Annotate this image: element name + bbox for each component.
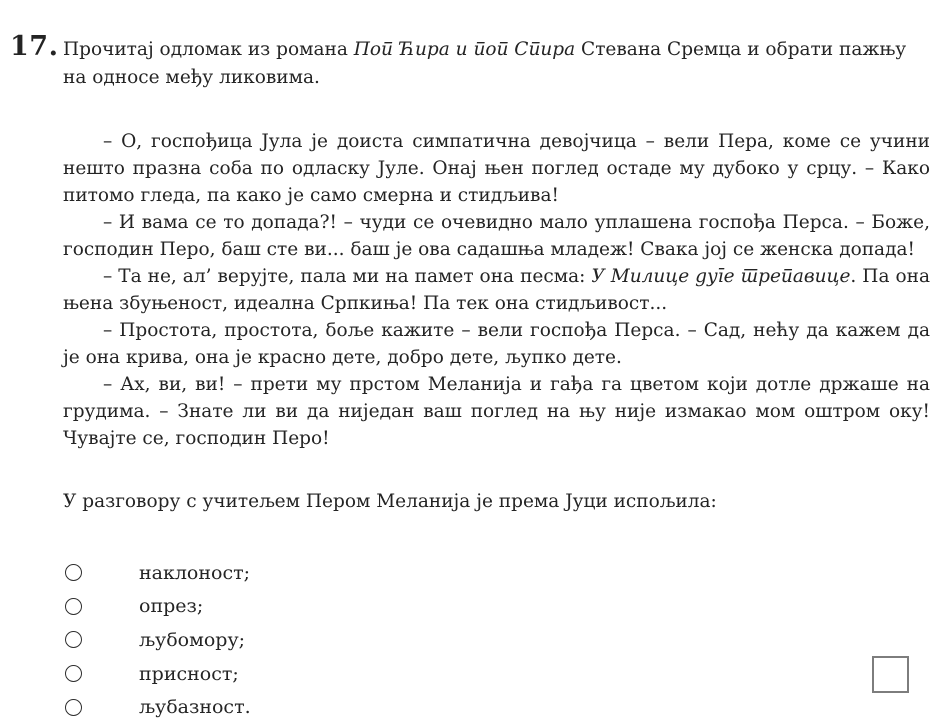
passage-paragraph [63, 128, 930, 209]
text-segment: – И вама се то допада?! – чуди се очевидно мало уплашена госпођа Перса. – Боже, господин Перо, баш сте ви... баш је ова садашња младеж! Свака јој се женска допада! [63, 212, 930, 260]
answer-option[interactable] [63, 623, 930, 657]
italic-text: У Милице дуге трепавице [591, 266, 851, 287]
passage-paragraph [63, 209, 930, 263]
option-label: опрез; [139, 595, 204, 618]
answer-option[interactable] [63, 690, 930, 724]
option-label: наклоност; [139, 561, 251, 584]
radio-button-icon[interactable] [65, 631, 82, 648]
radio-button-icon[interactable] [65, 598, 82, 615]
radio-button-icon[interactable] [65, 564, 82, 581]
score-box [872, 656, 909, 693]
question-number: 17. [10, 31, 59, 62]
text-segment: Прочитај одломак из романа [63, 39, 354, 60]
text-segment: – Ах, ви, ви! – прети му прстом Меланија и гађа га цветом који дотле држаше на грудима. – Знате ли ви да ниједан ваш поглед на њу није измакао мом оштром оку! Чувајте се, господин Перо! [63, 374, 930, 449]
text-segment: – Простота, простота, боље кажите – вели госпођа Перса. – Сад, нећу да кажем да је она крива, она је красно дете, добро дете, љупко дете. [63, 320, 930, 368]
text-segment: – Та не, ал’ верујте, пала ми на памет она песма: [103, 266, 592, 287]
text-segment: – О, госпођица Јула је доиста симпатична девојчица – вели Пера, коме се учини нешто празна соба по одласку Јуле. Онај њен поглед остаде му дубоко у срцу. – Како питомо гледа, па како је само смерна и стидљива! [63, 131, 930, 206]
passage-paragraph [63, 263, 930, 317]
option-label: љубазност. [139, 696, 251, 719]
text-segment: Стевана Сремца и обрати пажњу на односе међу ликовима. [63, 39, 907, 88]
italic-text: Поп Ћира и поп Спира [353, 39, 576, 60]
question-stem: У разговору с учитељем Пером Меланија је према Јуци испољила: [63, 491, 717, 512]
option-label: љубомору; [139, 628, 246, 651]
radio-button-icon[interactable] [65, 699, 82, 716]
reading-passage [63, 128, 930, 452]
passage-paragraph [63, 317, 930, 371]
radio-button-icon[interactable] [65, 665, 82, 682]
passage-paragraph [63, 371, 930, 452]
answer-option[interactable] [63, 590, 930, 624]
answer-option[interactable] [63, 556, 930, 590]
option-label: присност; [139, 662, 239, 685]
question-prompt [63, 36, 930, 92]
question-body [63, 36, 930, 724]
answer-option[interactable] [63, 657, 930, 691]
answer-options [63, 556, 930, 724]
text-segment: . Па она њена збуњеност, идеална Српкиња! Па тек она стидљивост... [63, 266, 930, 314]
